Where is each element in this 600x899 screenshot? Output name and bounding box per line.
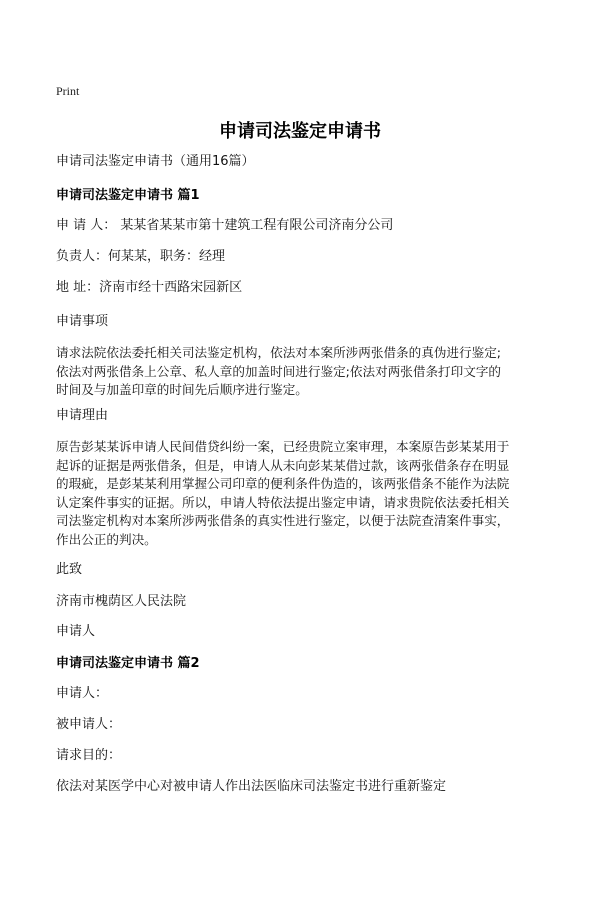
matters-line: 时间及与加盖印章的时间先后顺序进行鉴定。 [56, 382, 308, 397]
court-line: 济南市槐荫区人民法院 [56, 594, 187, 609]
request-purpose-text: 依法对某医学中心对被申请人作出法医临床司法鉴定书进行重新鉴定 [56, 779, 447, 794]
reasons-line: 司法鉴定机构对本案所涉两张借条的真实性进行鉴定，以便于法院查清案件事实， [56, 513, 510, 528]
document-title: 申请司法鉴定申请书 [219, 121, 381, 142]
reasons-paragraph [56, 438, 554, 549]
matters-line: 请求法院依法委托相关司法鉴定机构，依法对本案所涉两张借条的真伪进行鉴定; [56, 345, 502, 360]
matters-label: 申请事项 [56, 314, 109, 329]
signature-line: 申请人 [56, 624, 96, 639]
responsible-person-line: 负责人：何某某，职务：经理 [56, 249, 226, 264]
address-line: 地 址：济南市经十西路宋园新区 [56, 280, 243, 295]
section2-applicant-line: 申请人： [56, 686, 109, 701]
reasons-label: 申请理由 [56, 408, 109, 423]
print-label: Print [56, 84, 80, 98]
reasons-line: 的瑕疵，是彭某某利用掌握公司印章的便利条件伪造的，该两张借条不能作为法院 [56, 476, 510, 491]
request-purpose-label: 请求目的： [56, 748, 122, 763]
section2-heading: 申请司法鉴定申请书 篇2 [56, 656, 200, 671]
closing-line: 此致 [56, 562, 83, 577]
matters-line: 依法对两张借条上公章、私人章的加盖时间进行鉴定;依法对两张借条打印文字的 [56, 363, 502, 379]
reasons-line: 起诉的证据是两张借条，但是，申请人从未向彭某某借过款，该两张借条存在明显 [56, 457, 510, 473]
reasons-line: 作出公正的判决。 [56, 531, 157, 547]
applicant-line: 申 请 人： 某某省某某市第十建筑工程有限公司济南分公司 [56, 218, 394, 233]
respondent-line: 被申请人： [56, 717, 122, 732]
reasons-line: 认定案件事实的证据。所以，申请人特依法提出鉴定申请，请求贵院依法委托相关 [56, 494, 510, 510]
reasons-line: 原告彭某某诉申请人民间借贷纠纷一案，已经贵院立案审理，本案原告彭某某用于 [56, 439, 510, 454]
document-subtitle: 申请司法鉴定申请书（通用16篇） [56, 154, 255, 169]
matters-paragraph [56, 344, 554, 400]
section1-heading: 申请司法鉴定申请书 篇1 [56, 188, 200, 203]
